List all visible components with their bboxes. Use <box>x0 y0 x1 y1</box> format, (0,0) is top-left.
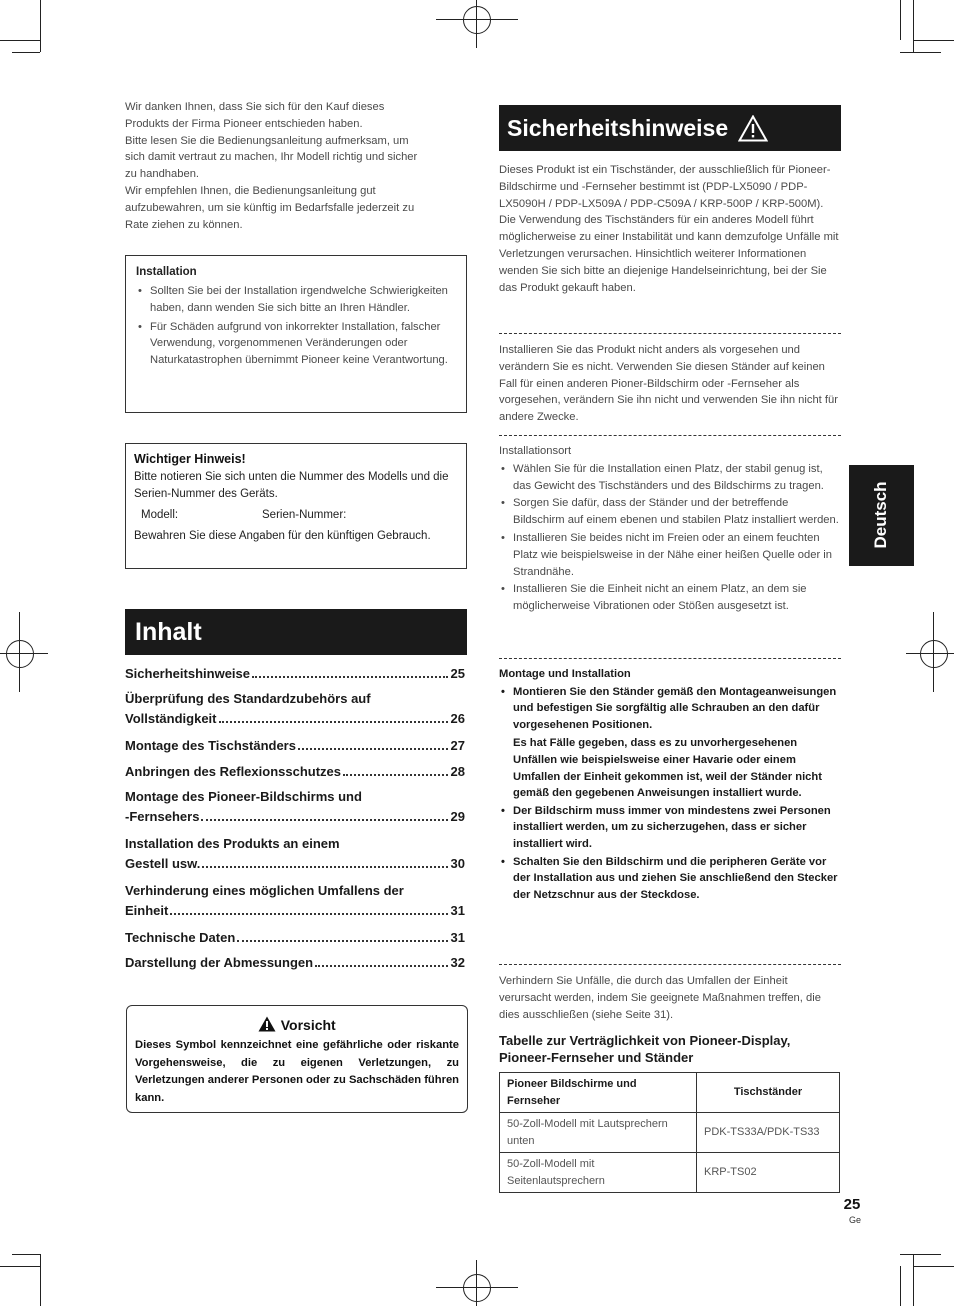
divider <box>499 658 841 659</box>
location-item: • Sorgen Sie dafür, dass der Ständer und der betreffende Bildschirm auf einem ebenen und stabilen Platz installiert werden. <box>499 495 842 529</box>
compatibility-table <box>499 1072 840 1193</box>
divider <box>499 333 841 334</box>
divider <box>499 435 841 436</box>
safety-paragraph: Dieses Produkt ist ein Tischständer, der ausschließlich für Pioneer-Bildschirme und -Fernseher bestimmt ist (PDP-LX5090 / PDP-LX5090H / PDP-LX509A / PDP-C509A / KRP-500P / KRP-500M). <box>499 164 831 210</box>
installation-box <box>125 255 467 413</box>
intro-text: Wir danken Ihnen, dass Sie sich für den Kauf dieses Produkts der Firma Pioneer entschieden haben. Bitte lesen Sie die Bedienungsanleitung aufmerksam, um sich damit vertraut zu machen, Ihr Modell richtig und sicher zu handhaben. Wir empfehlen Ihnen, die Bedienungsanleitung gut aufzubewahren, um sie künftig im Bedarfsfalle jederzeit zu Rate ziehen zu können. <box>125 101 418 231</box>
toc-entry[interactable]: Überprüfung des Standardzubehörs auf Vollständigkeit 26 <box>125 691 465 726</box>
safety-title-bar <box>499 105 841 151</box>
page-language-code: Ge <box>848 1215 861 1225</box>
caution-text: Dieses Symbol kennzeichnet eine gefährliche oder riskante Vorgehensweise, die zu eigenen Verletzungen, zu Verletzungen anderer Personen oder zu Sachschäden führen kann. <box>135 1039 459 1104</box>
notice-text: Bitte notieren Sie sich unten die Nummer des Modells und die Serien-Nummer des Geräts. <box>134 471 449 500</box>
safety-paragraph: Verhindern Sie Unfälle, die durch das Umfallen der Einheit verursacht werden, indem Sie geeignete Maßnahmen treffen, die dies ausschließen (siehe Seite 31). <box>499 975 821 1021</box>
model-label: Modell: <box>141 509 179 521</box>
installation-title: Installation <box>136 266 197 278</box>
location-item: • Installieren Sie die Einheit nicht an einem Platz, an dem sie möglicherweise Vibrationen oder Stößen ausgesetzt ist. <box>499 581 842 615</box>
table-row: 50-Zoll-Modell mit Seitenlautsprechern KRP-TS02 <box>500 1153 840 1193</box>
caution-title: Vorsicht <box>280 1017 336 1033</box>
safety-title: Sicherheitshinweise <box>507 115 729 141</box>
safety-paragraph: Die Verwendung des Tischständers für ein anderes Modell führt möglicherweise zu einer Instabilität und kann demzufolge Unfälle mit Verletzungen verursachen. Hinsichtlich weiterer Informationen wenden Sie sich bitte an diejenige Handelseinrichtung, bei der Sie das Produkt gekauft haben. <box>499 214 839 294</box>
mount-item: • Der Bildschirm muss immer von mindestens zwei Personen installiert werden, um zu sicherzugehen, dass er sicher installiert wird. <box>499 803 842 853</box>
table-header: Tischständer <box>697 1073 840 1113</box>
mount-title: Montage und Installation <box>499 668 631 680</box>
toc-entry[interactable]: Montage des Pioneer-Bildschirms und -Fernsehers 29 <box>125 789 465 824</box>
divider <box>499 964 841 965</box>
location-item: • Wählen Sie für die Installation einen Platz, der stabil genug ist, das Gewicht des Tischständers und des Bildschirms zu tragen. <box>499 461 842 495</box>
toc-entry[interactable]: Installation des Produkts an einem Gestell usw. 30 <box>125 836 465 871</box>
notice-box <box>125 443 467 569</box>
serial-label: Serien-Nummer: <box>262 509 347 521</box>
caution-box <box>126 1005 468 1113</box>
toc-title-bar <box>125 609 467 655</box>
installation-item: • Sollten Sie bei der Installation irgendwelche Schwierigkeiten haben, dann wenden Sie sich bitte an Ihren Händler. <box>136 283 456 317</box>
location-item: • Installieren Sie beides nicht im Freien oder an einem feuchten Platz wie beispielsweise in der Nähe einer heißen Quelle oder in Strandnähe. <box>499 530 842 580</box>
notice-keep-text: Bewahren Sie diese Angaben für den künftigen Gebrauch. <box>134 530 431 542</box>
table-header: Pioneer Bildschirme und Fernseher <box>500 1073 697 1113</box>
toc-entry[interactable]: Anbringen des Reflexionsschutzes 28 <box>125 764 465 779</box>
safety-paragraph: Installieren Sie das Produkt nicht anders als vorgesehen und verändern Sie es nicht. Verwenden Sie diesen Ständer auf keinen Fall für einen anderen Pioner-Bildschirm oder -Fernseher als vorgesehen, verändern Sie ihn nicht und verwenden Sie ihn nicht für andere Zwecke. <box>499 344 838 424</box>
mount-item: • Schalten Sie den Bildschirm und die peripheren Geräte vor der Installation aus und ziehen Sie anschließend den Stecker der Netzschnur aus der Steckdose. <box>499 854 842 904</box>
notice-title: Wichtiger Hinweis! <box>134 452 246 466</box>
location-title: Installationsort <box>499 445 572 457</box>
language-tab-label: Deutsch <box>871 481 890 549</box>
table-title: Tabelle zur Verträglichkeit von Pioneer-Display, Pioneer-Fernseher und Ständer <box>499 1033 791 1065</box>
toc-entry[interactable]: Darstellung der Abmessungen 32 <box>125 955 465 970</box>
page-number: 25 <box>843 1196 861 1213</box>
toc-entry[interactable]: Verhinderung eines möglichen Umfallens der Einheit 31 <box>125 883 465 918</box>
toc-title: Inhalt <box>135 618 202 646</box>
toc-entry[interactable]: Technische Daten 31 <box>125 930 465 945</box>
toc-entry[interactable]: Montage des Tischständers 27 <box>125 738 465 753</box>
mount-item: • Montieren Sie den Ständer gemäß den Montageanweisungen und befestigen Sie sorgfältig alle Schrauben an den dafür vorgesehenen Positionen. Es hat Fälle gegeben, dass es zu unvorhergesehenen Unfällen wie beispielsweise einer Havarie oder einem Umfallen der Einheit gekommen ist, weil der Ständer nicht gemäß den gegebenen Anweisungen installiert wurde. <box>499 684 842 802</box>
warning-icon <box>258 1016 276 1032</box>
warning-icon <box>738 115 768 142</box>
table-row: 50-Zoll-Modell mit Lautsprechern unten PDK-TS33A/PDK-TS33 <box>500 1113 840 1153</box>
language-tab <box>849 465 914 566</box>
toc-entry[interactable]: Sicherheitshinweise 25 <box>125 666 465 681</box>
installation-item: • Für Schäden aufgrund von inkorrekter Installation, falscher Verwendung, vorgenommenen Veränderungen oder Naturkatastrophen übernimmt Pioneer keine Verantwortung. <box>136 319 456 369</box>
